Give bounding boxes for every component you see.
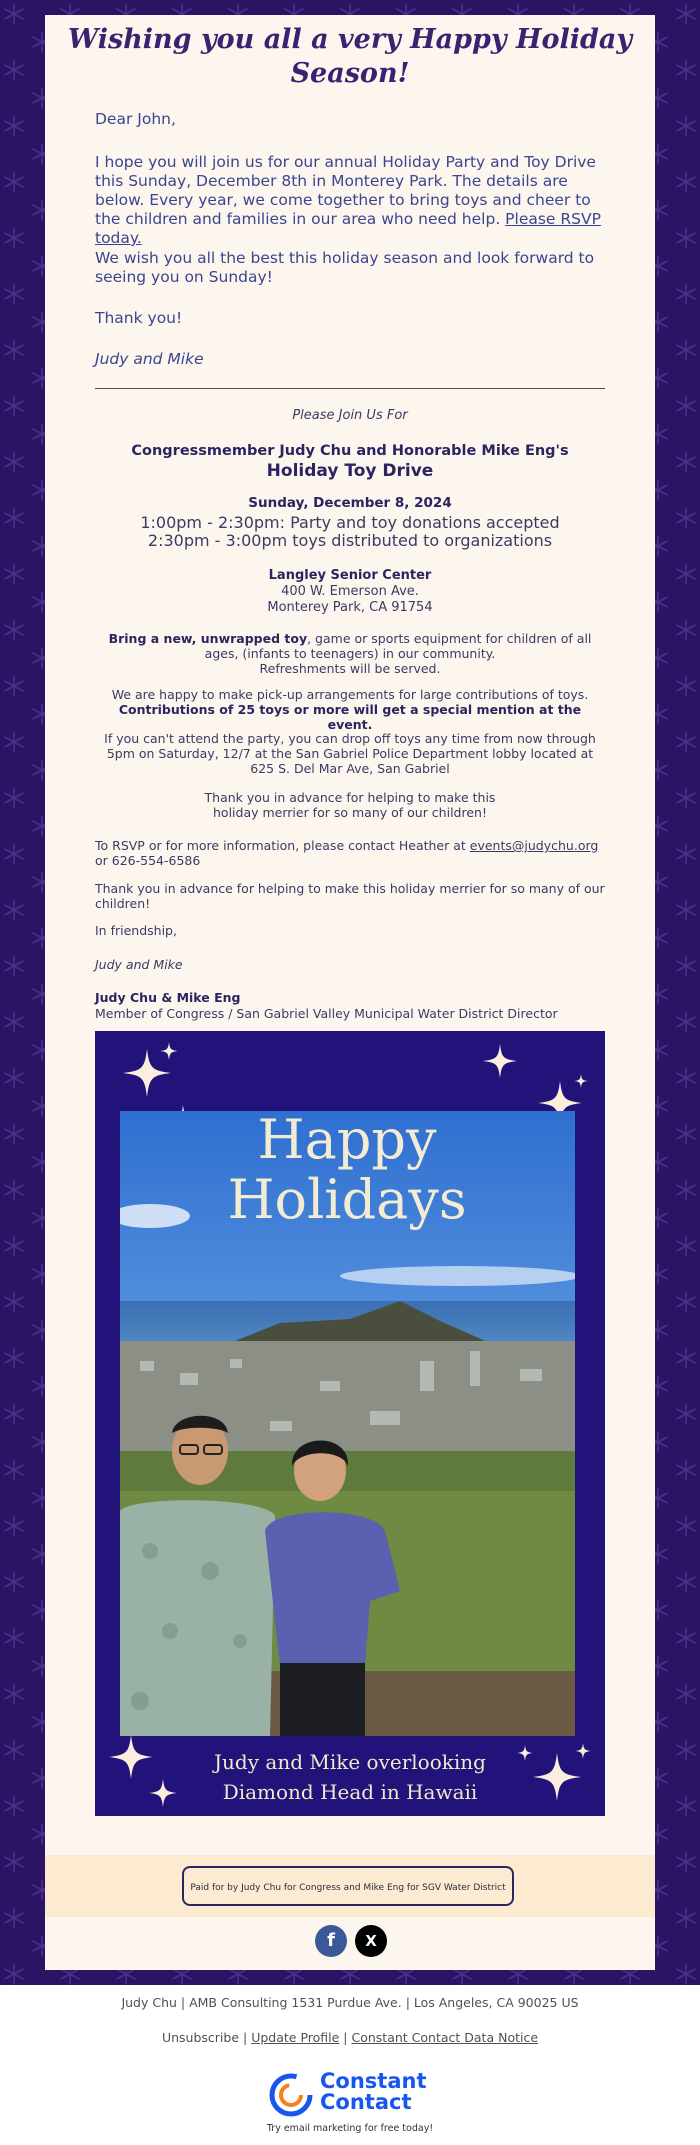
- thanks-centered: Thank you in advance for helping to make this holiday merrier for so many of our children!: [204, 790, 496, 820]
- photo-caption: [95, 1747, 605, 1807]
- wish-paragraph: We wish you all the best this holiday season and look forward to seeing you on Sunday!: [95, 249, 595, 286]
- dropoff-note: If you can't attend the party, you can drop off toys any time from now through 5pm on Saturday, 12/7 at the San Gabriel Police Department lobby located at 625 S. Del Mar Ave, San Gabriel: [104, 731, 596, 776]
- unsubscribe-link[interactable]: Unsubscribe: [161, 2030, 240, 2045]
- brand-tagline: Try email marketing for free today!: [266, 2123, 434, 2134]
- photo-illustration: [120, 1111, 575, 1736]
- footer-sep-1: |: [239, 2030, 252, 2045]
- holiday-photo: [120, 1111, 575, 1736]
- footer-links: [0, 2030, 700, 2045]
- pickup-note: We are happy to make pick-up arrangements for large contributions of toys.: [111, 687, 589, 702]
- event-time-2: 2:30pm - 3:00pm toys distributed to organizations: [147, 531, 553, 550]
- x-twitter-icon[interactable]: X: [355, 1925, 387, 1957]
- contact-pre: To RSVP or for more information, please contact Heather at: [95, 838, 470, 853]
- letter-signature: Judy and Mike: [95, 350, 204, 368]
- bring-toy-note: [95, 631, 605, 661]
- footer: [0, 1985, 700, 2145]
- bring-toy-rest: , game or sports equipment for children of all ages, (infants to teenagers) in our community.: [204, 631, 592, 661]
- constant-contact-logo-icon: [268, 2072, 314, 2118]
- closing-signature: Judy and Mike: [95, 957, 183, 972]
- brand-name-2: Contact: [320, 2090, 412, 2114]
- invite-hosts: Congressmember Judy Chu and Honorable Mike Eng's: [131, 443, 569, 459]
- constant-contact-logo[interactable]: [268, 2070, 438, 2120]
- paid-for-band: [45, 1855, 655, 1917]
- refreshments: Refreshments will be served.: [259, 661, 441, 676]
- thank-you: Thank you!: [95, 309, 183, 327]
- contact-email-link[interactable]: events@judychu.org: [469, 838, 599, 853]
- footer-address: Judy Chu | AMB Consulting 1531 Purdue Ave. | Los Angeles, CA 90025 US: [121, 1995, 579, 2010]
- event-name: Holiday Toy Drive: [266, 461, 434, 481]
- intro-paragraph: [95, 153, 605, 248]
- contact-line: [95, 838, 605, 868]
- event-time-1: 1:00pm - 2:30pm: Party and toy donations accepted: [140, 513, 560, 532]
- facebook-icon[interactable]: f: [315, 1925, 347, 1957]
- contact-post: or 626-554-6586: [95, 853, 201, 868]
- data-notice-link[interactable]: Constant Contact Data Notice: [351, 2030, 539, 2045]
- photo-heading-happy: Happy: [257, 1111, 437, 1171]
- intro-text: I hope you will join us for our annual Holiday Party and Toy Drive this Sunday, December 8th in Monterey Park. The details are below. Every year, we come together to bring toys and cheer to the children and families in our area who need help.: [95, 153, 596, 228]
- venue-name: Langley Senior Center: [268, 568, 432, 583]
- bring-toy-bold: Bring a new, unwrapped toy: [108, 631, 308, 646]
- email-title: Wishing you all a very Happy Holiday Season!: [67, 24, 633, 89]
- photo-heading-holidays: Holidays: [227, 1168, 467, 1231]
- caption-line-1: Judy and Mike overlooking: [214, 1750, 486, 1774]
- brand-name-1: Constant: [320, 2069, 427, 2093]
- holiday-photo-card: [95, 1031, 605, 1816]
- invite-intro: Please Join Us For: [292, 408, 408, 423]
- caption-line-2: Diamond Head in Hawaii: [222, 1780, 478, 1804]
- venue-address-2: Monterey Park, CA 91754: [267, 600, 433, 615]
- email-card: [45, 15, 655, 1970]
- paid-for-disclaimer: Paid for by Judy Chu for Congress and Mike Eng for SGV Water District: [182, 1866, 514, 1906]
- event-date: Sunday, December 8, 2024: [248, 495, 452, 511]
- signer-names: Judy Chu & Mike Eng: [95, 990, 241, 1005]
- rsvp-link[interactable]: Please RSVP today.: [95, 210, 601, 247]
- signer-titles: Member of Congress / San Gabriel Valley Municipal Water District Director: [95, 1006, 558, 1021]
- special-mention: Contributions of 25 toys or more will get a special mention at the event.: [118, 702, 582, 732]
- divider: [95, 388, 605, 389]
- update-profile-link[interactable]: Update Profile: [251, 2030, 340, 2045]
- greeting: Dear John,: [95, 110, 176, 128]
- closing: In friendship,: [95, 923, 177, 938]
- footer-sep-2: |: [339, 2030, 352, 2045]
- contact-thanks: Thank you in advance for helping to make this holiday merrier for so many of our children!: [95, 881, 605, 911]
- venue-address-1: 400 W. Emerson Ave.: [281, 584, 419, 599]
